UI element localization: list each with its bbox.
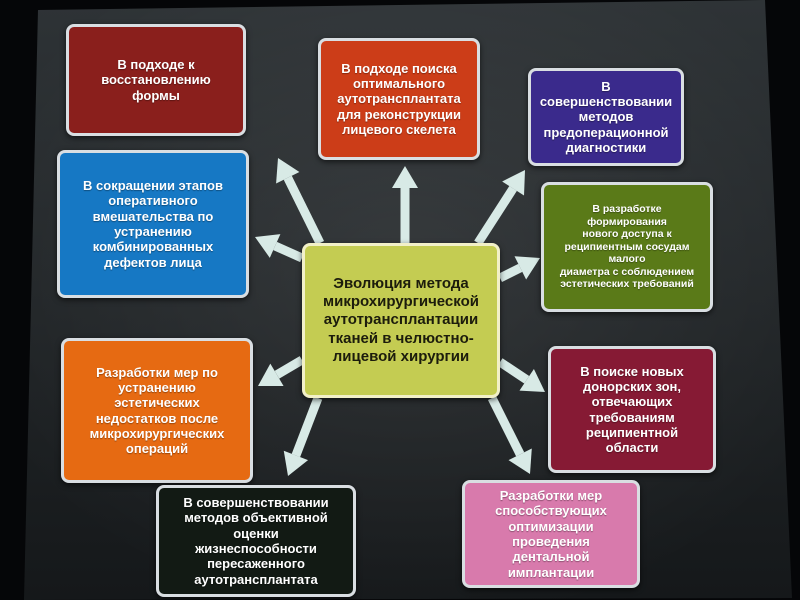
box-reducing-stages [57, 150, 249, 298]
box-donor-zones [548, 346, 716, 473]
box-donor-zones-text: В поиске новых донорских зон, отвечающих требованиям реципиентной области [580, 363, 684, 456]
box-shape-restoration-text: В подходе к восстановлению формы [101, 57, 211, 103]
box-shape-restoration [66, 24, 246, 136]
box-viability-assessment [156, 485, 356, 597]
central-topic-text: Эволюция метода микрохирургической аутотрансплантации тканей в челюстно- лицевой хирургии [323, 274, 479, 365]
box-preoperative-diagnostics [528, 68, 684, 166]
box-reducing-stages-text: В сокращении этапов оперативного вмешательства по устранению комбинированных дефектов лица [83, 178, 223, 270]
box-dental-implantation-text: Разработки мер способствующих оптимизации проведения дентальной имплантации [495, 488, 607, 580]
box-viability-assessment-text: В совершенствовании методов объективной оценки жизнеспособности пересаженного аутотрансплантата [183, 495, 329, 587]
box-dental-implantation [462, 480, 640, 588]
box-optimal-autotransplant [318, 38, 480, 160]
central-topic-box [302, 243, 500, 398]
box-optimal-autotransplant-text: В подходе поиска оптимального аутотрансплантата для реконструкции лицевого скелета [336, 60, 462, 137]
box-new-vessel-access [541, 182, 713, 312]
box-preoperative-diagnostics-text: В совершенствовании методов предоперационной диагностики [539, 78, 673, 155]
box-aesthetic-defects [61, 338, 253, 483]
box-new-vessel-access-text: В разработке формирования нового доступа к реципиентным сосудам малого диаметра с соблюдением эстетических требований [559, 202, 695, 291]
box-aesthetic-defects-text: Разработки мер по устранению эстетических недостатков после микрохирургических операций [89, 364, 225, 457]
